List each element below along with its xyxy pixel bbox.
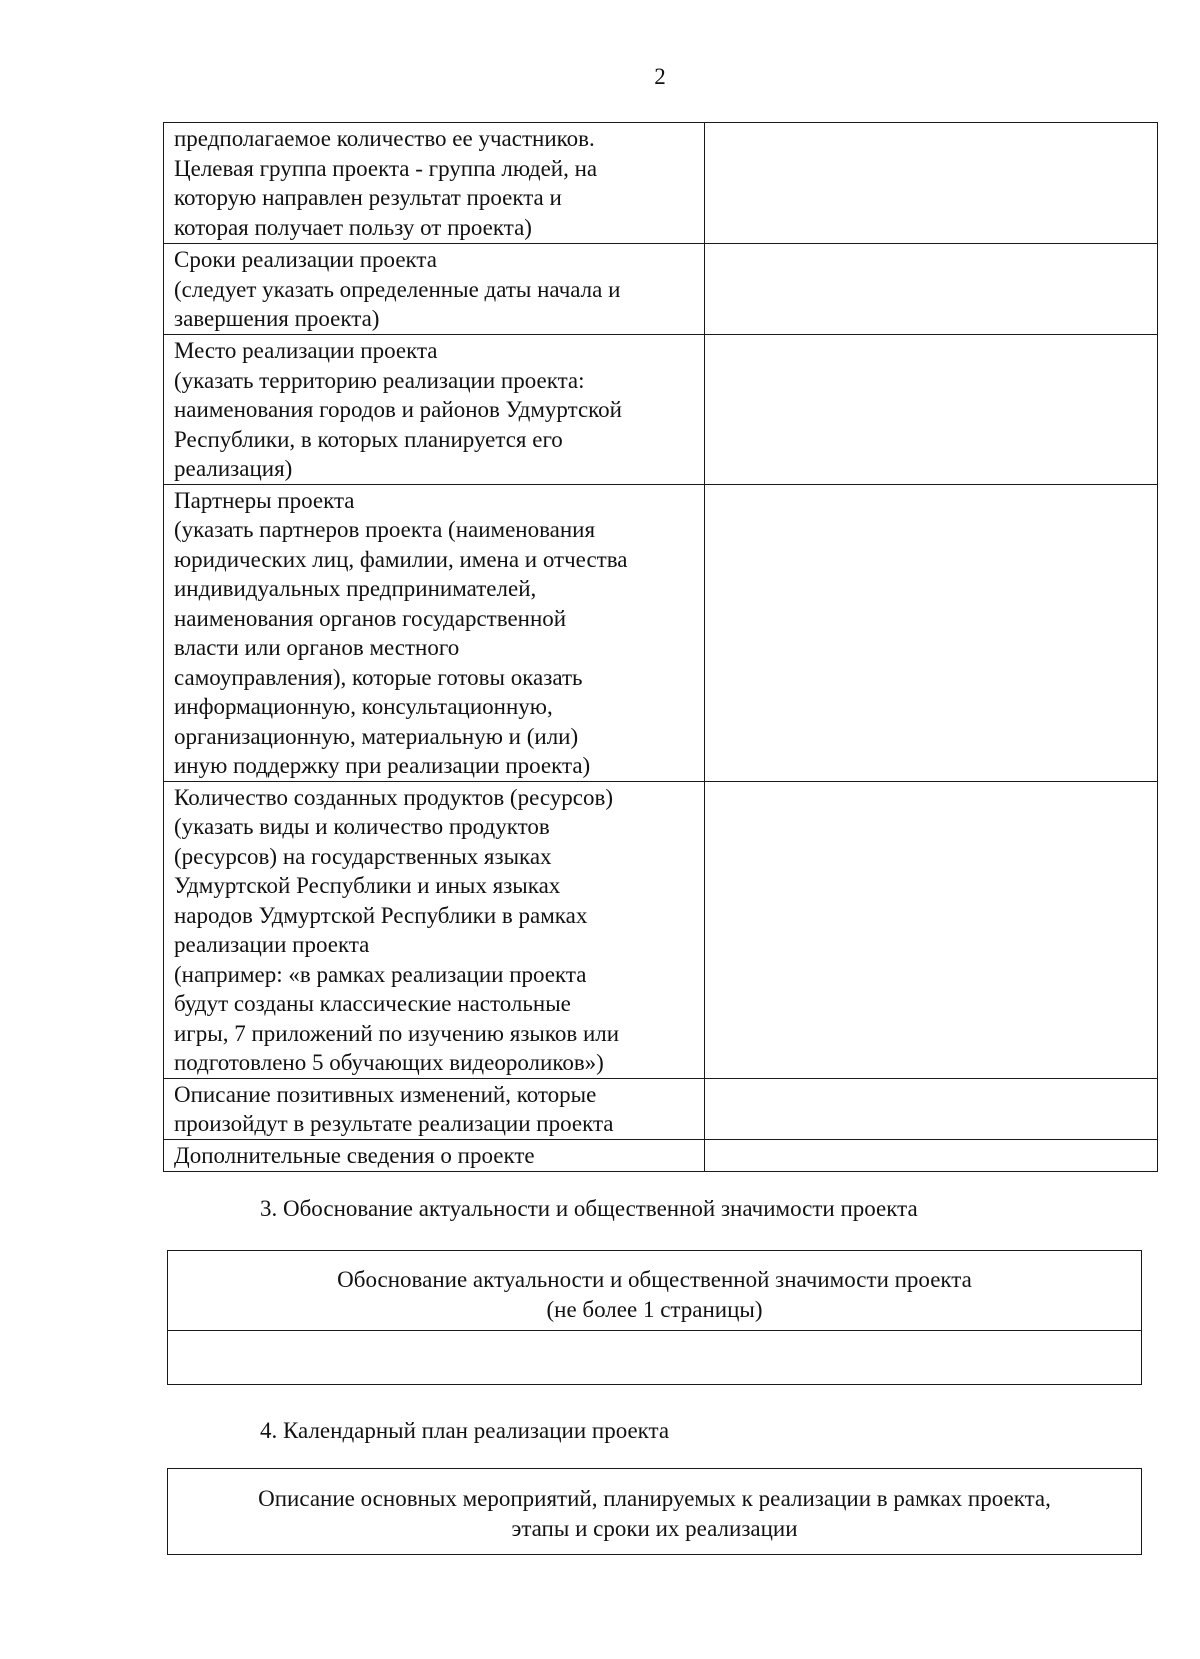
cell-text-line: которая получает пользу от проекта) (174, 214, 532, 240)
page-number: 2 (654, 64, 666, 89)
cell-text-line: реализации проекта (174, 932, 370, 957)
cell-text-line: (указать виды и количество продуктов (174, 814, 550, 839)
cell-text-line: (указать территорию реализации проекта: (174, 367, 585, 393)
cell-text-line: игры, 7 приложений по изучению языков или (174, 1020, 620, 1046)
cell-text-line: наименования органов государственной (174, 605, 567, 631)
cell-text-line: народов Удмуртской Республики в рамках (174, 902, 588, 928)
cell-text-line: Удмуртской Республики и иных языках (174, 873, 561, 898)
cell-text-line: будут созданы классические настольные (174, 991, 571, 1016)
cell-text-line: информационную, консультационную, (174, 694, 553, 719)
cell-text-line: Место реализации проекта (174, 338, 438, 363)
box-title-line: Описание основных мероприятий, планируемых к реализации в рамках проекта, (258, 1486, 1051, 1511)
row-label-positive-changes (164, 1078, 705, 1139)
cell-text-line: Республики, в которых планируется его (174, 426, 563, 452)
row-label-target-group (164, 123, 705, 244)
calendar-plan-box (167, 1468, 1142, 1555)
table-row (164, 244, 1158, 335)
cell-text-line: реализация) (174, 456, 293, 481)
box-title-line: этапы и сроки их реализации (511, 1516, 798, 1541)
box-title-line: Обоснование актуальности и общественной значимости проекта (337, 1267, 972, 1292)
row-value-target-group[interactable] (705, 123, 1158, 244)
table-row (164, 335, 1158, 485)
row-value-timeline[interactable] (705, 244, 1158, 335)
cell-text-line: Партнеры проекта (174, 487, 355, 513)
row-label-location (164, 335, 705, 485)
section-3-heading: 3. Обоснование актуальности и общественной значимости проекта (260, 1196, 918, 1221)
section-4-heading: 4. Календарный план реализации проекта (260, 1418, 670, 1443)
calendar-plan-box-header (168, 1469, 1141, 1544)
relevance-justification-box (167, 1250, 1142, 1385)
cell-text-line: самоуправления), которые готовы оказать (174, 664, 583, 690)
row-value-products[interactable] (705, 781, 1158, 1078)
row-label-products (164, 781, 705, 1078)
cell-text-line: подготовлено 5 обучающих видеороликов») (174, 1050, 604, 1075)
cell-text-line: (например: «в рамках реализации проекта (174, 961, 587, 987)
row-label-additional-info (164, 1139, 705, 1171)
cell-text-line: организационную, материальную и (или) (174, 723, 579, 749)
cell-text-line: наименования городов и районов Удмуртской (174, 397, 622, 422)
row-value-location[interactable] (705, 335, 1158, 485)
cell-text-line: Сроки реализации проекта (174, 247, 437, 272)
row-label-partners (164, 484, 705, 781)
cell-text-line: предполагаемое количество ее участников. (174, 126, 595, 151)
cell-text-line: (ресурсов) на государственных языках (174, 843, 552, 869)
cell-text-line: (указать партнеров проекта (наименования (174, 517, 596, 542)
box-note-line: (не более 1 страницы) (546, 1297, 763, 1322)
cell-text-line: (следует указать определенные даты начала и (174, 276, 621, 302)
cell-text-line: Описание позитивных изменений, которые (174, 1081, 597, 1107)
table-row (164, 1139, 1158, 1171)
cell-text-line: юридических лиц, фамилии, имена и отчества (174, 546, 628, 572)
project-info-table (163, 122, 1158, 1172)
table-row (164, 123, 1158, 244)
relevance-box-header (168, 1251, 1141, 1331)
row-value-additional-info[interactable] (705, 1139, 1158, 1171)
table-row (164, 781, 1158, 1078)
row-value-positive-changes[interactable] (705, 1078, 1158, 1139)
cell-text-line: Целевая группа проекта - группа людей, на (174, 155, 598, 181)
cell-text-line: завершения проекта) (174, 306, 380, 331)
cell-text-line: власти или органов местного (174, 635, 460, 660)
cell-text-line: индивидуальных предпринимателей, (174, 576, 537, 601)
table-row (164, 1078, 1158, 1139)
cell-text-line: произойдут в результате реализации проекта (174, 1111, 614, 1136)
cell-text-line: иную поддержку при реализации проекта) (174, 753, 591, 778)
cell-text-line: которую направлен результат проекта и (174, 185, 562, 210)
table-row (164, 484, 1158, 781)
row-value-partners[interactable] (705, 484, 1158, 781)
cell-text-line: Дополнительные сведения о проекте (174, 1142, 535, 1168)
row-label-timeline (164, 244, 705, 335)
cell-text-line: Количество созданных продуктов (ресурсов) (174, 784, 613, 810)
